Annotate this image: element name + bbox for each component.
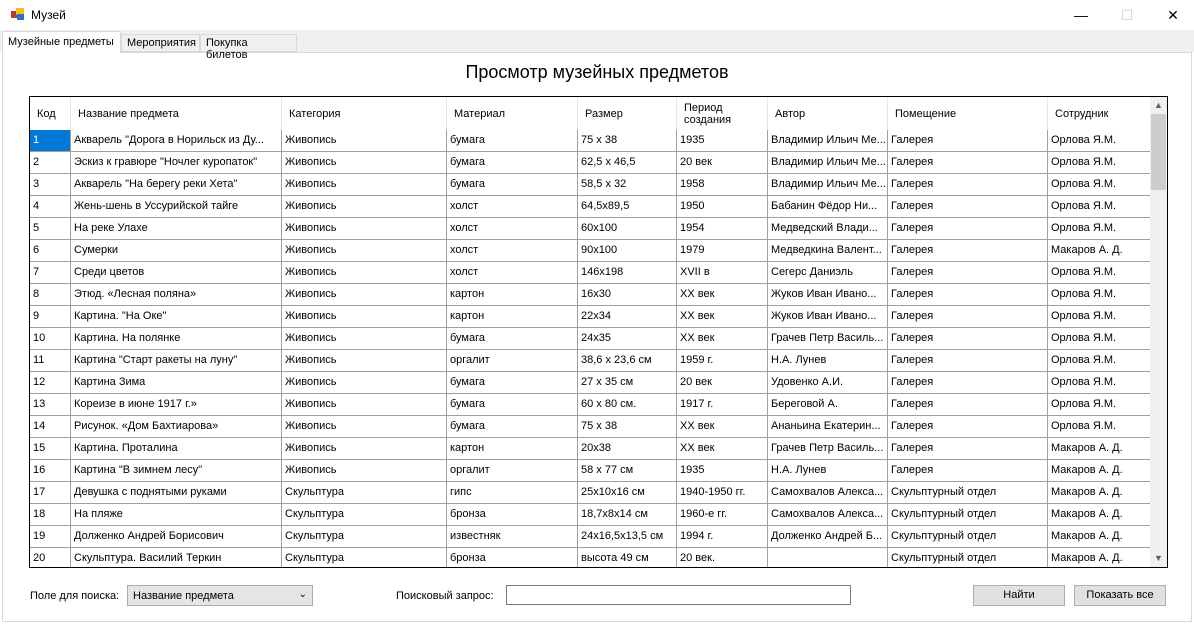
cell-name[interactable]: Картина "Старт ракеты на луну" — [71, 350, 282, 372]
cell-employee[interactable]: Орлова Я.М. — [1048, 394, 1151, 416]
cell-material[interactable]: известняк — [447, 526, 578, 548]
cell-code[interactable]: 16 — [30, 460, 71, 482]
cell-size[interactable]: 60x100 — [578, 218, 677, 240]
cell-author[interactable]: Грачев Петр Василь... — [768, 328, 888, 350]
cell-room[interactable]: Галерея — [888, 152, 1048, 174]
cell-material[interactable]: холст — [447, 240, 578, 262]
cell-employee[interactable]: Орлова Я.М. — [1048, 262, 1151, 284]
tab-ticket-purchase[interactable]: Покупка билетов — [200, 34, 297, 52]
cell-name[interactable]: Жень-шень в Уссурийской тайге — [71, 196, 282, 218]
cell-author[interactable]: Н.А. Лунев — [768, 460, 888, 482]
title-bar — [0, 0, 1194, 30]
cell-period[interactable]: 1959 г. — [677, 350, 768, 372]
cell-room[interactable]: Галерея — [888, 328, 1048, 350]
cell-category[interactable]: Живопись — [282, 174, 447, 196]
cell-size[interactable]: 75 x 38 — [578, 130, 677, 152]
cell-code[interactable]: 10 — [30, 328, 71, 350]
cell-employee[interactable]: Макаров А. Д. — [1048, 526, 1151, 548]
maximize-button[interactable]: ☐ — [1120, 7, 1134, 23]
table-row[interactable] — [30, 460, 1151, 482]
cell-category[interactable]: Живопись — [282, 130, 447, 152]
cell-material[interactable]: гипс — [447, 482, 578, 504]
cell-code[interactable]: 12 — [30, 372, 71, 394]
find-button[interactable]: Найти — [973, 585, 1065, 606]
cell-size[interactable]: 60 x 80 см. — [578, 394, 677, 416]
show-all-button[interactable]: Показать все — [1074, 585, 1166, 606]
cell-code[interactable]: 6 — [30, 240, 71, 262]
cell-room[interactable]: Скульптурный отдел — [888, 548, 1048, 568]
table-row[interactable] — [30, 240, 1151, 262]
cell-material[interactable]: бумага — [447, 130, 578, 152]
cell-size[interactable]: высота 49 см — [578, 548, 677, 568]
items-table[interactable] — [29, 96, 1168, 568]
cell-name[interactable]: Долженко Андрей Борисович — [71, 526, 282, 548]
tab-events[interactable]: Мероприятия — [121, 34, 200, 52]
cell-code[interactable]: 20 — [30, 548, 71, 568]
cell-name[interactable]: Кореизе в июне 1917 г.» — [71, 394, 282, 416]
cell-employee[interactable]: Макаров А. Д. — [1048, 240, 1151, 262]
cell-employee[interactable]: Орлова Я.М. — [1048, 218, 1151, 240]
table-row[interactable] — [30, 196, 1151, 218]
cell-name[interactable]: Картина Зима — [71, 372, 282, 394]
cell-room[interactable]: Галерея — [888, 438, 1048, 460]
cell-category[interactable]: Живопись — [282, 152, 447, 174]
column-header-employee[interactable]: Сотрудник — [1048, 97, 1151, 130]
table-body — [30, 130, 1151, 568]
cell-employee[interactable]: Орлова Я.М. — [1048, 416, 1151, 438]
cell-category[interactable]: Живопись — [282, 438, 447, 460]
table-row[interactable] — [30, 262, 1151, 284]
cell-material[interactable]: холст — [447, 262, 578, 284]
cell-size[interactable]: 22x34 — [578, 306, 677, 328]
cell-code[interactable]: 5 — [30, 218, 71, 240]
cell-employee[interactable]: Орлова Я.М. — [1048, 152, 1151, 174]
column-header-room[interactable]: Помещение — [888, 97, 1048, 130]
cell-size[interactable]: 20x38 — [578, 438, 677, 460]
cell-material[interactable]: холст — [447, 196, 578, 218]
cell-author[interactable]: Владимир Ильич Ме... — [768, 174, 888, 196]
cell-period[interactable]: 1940-1950 гг. — [677, 482, 768, 504]
cell-employee[interactable]: Орлова Я.М. — [1048, 130, 1151, 152]
cell-room[interactable]: Галерея — [888, 416, 1048, 438]
cell-category[interactable]: Скульптура — [282, 504, 447, 526]
cell-employee[interactable]: Орлова Я.М. — [1048, 350, 1151, 372]
cell-name[interactable]: Картина. На полянке — [71, 328, 282, 350]
cell-author[interactable]: Удовенко А.И. — [768, 372, 888, 394]
cell-room[interactable]: Галерея — [888, 460, 1048, 482]
table-row[interactable] — [30, 548, 1151, 568]
cell-room[interactable]: Галерея — [888, 284, 1048, 306]
cell-period[interactable]: XVII в — [677, 262, 768, 284]
cell-name[interactable]: Сумерки — [71, 240, 282, 262]
cell-size[interactable]: 25x10x16 см — [578, 482, 677, 504]
cell-author[interactable] — [768, 548, 888, 568]
cell-size[interactable]: 62,5 x 46,5 — [578, 152, 677, 174]
cell-size[interactable]: 18,7x8x14 см — [578, 504, 677, 526]
cell-category[interactable]: Живопись — [282, 328, 447, 350]
cell-period[interactable]: 1950 — [677, 196, 768, 218]
scroll-up-icon[interactable]: ▲ — [1154, 100, 1163, 110]
cell-category[interactable]: Скульптура — [282, 526, 447, 548]
cell-room[interactable]: Галерея — [888, 306, 1048, 328]
cell-material[interactable]: картон — [447, 306, 578, 328]
chevron-down-icon: ⌄ — [298, 589, 307, 600]
cell-author[interactable]: Ананьина Екатерин... — [768, 416, 888, 438]
column-header-period[interactable]: Период создания — [677, 97, 768, 130]
cell-size[interactable]: 38,6 x 23,6 см — [578, 350, 677, 372]
cell-author[interactable]: Самохвалов Алекса... — [768, 504, 888, 526]
cell-name[interactable]: Картина "В зимнем лесу" — [71, 460, 282, 482]
table-row[interactable] — [30, 526, 1151, 548]
cell-period[interactable]: 1917 г. — [677, 394, 768, 416]
cell-material[interactable]: бумага — [447, 372, 578, 394]
search-query-input[interactable] — [506, 585, 851, 605]
cell-size[interactable]: 58 x 77 см — [578, 460, 677, 482]
search-field-select[interactable] — [127, 585, 313, 606]
cell-author[interactable]: Н.А. Лунев — [768, 350, 888, 372]
cell-period[interactable]: 20 век — [677, 372, 768, 394]
cell-room[interactable]: Скульптурный отдел — [888, 526, 1048, 548]
cell-category[interactable]: Живопись — [282, 372, 447, 394]
cell-material[interactable]: картон — [447, 438, 578, 460]
cell-period[interactable]: 1994 г. — [677, 526, 768, 548]
column-header-category[interactable]: Категория — [282, 97, 447, 130]
cell-material[interactable]: картон — [447, 284, 578, 306]
cell-employee[interactable]: Орлова Я.М. — [1048, 328, 1151, 350]
cell-author[interactable]: Сегерс Даниэль — [768, 262, 888, 284]
cell-code[interactable]: 3 — [30, 174, 71, 196]
column-header-name[interactable]: Название предмета — [71, 97, 282, 130]
cell-room[interactable]: Галерея — [888, 130, 1048, 152]
cell-category[interactable]: Живопись — [282, 240, 447, 262]
cell-period[interactable]: 1954 — [677, 218, 768, 240]
cell-employee[interactable]: Макаров А. Д. — [1048, 548, 1151, 568]
cell-author[interactable]: Самохвалов Алекса... — [768, 482, 888, 504]
cell-room[interactable]: Скульптурный отдел — [888, 504, 1048, 526]
cell-category[interactable]: Живопись — [282, 196, 447, 218]
cell-size[interactable]: 16x30 — [578, 284, 677, 306]
cell-room[interactable]: Скульптурный отдел — [888, 482, 1048, 504]
minimize-button[interactable]: — — [1074, 7, 1088, 23]
table-row[interactable] — [30, 350, 1151, 372]
cell-period[interactable]: 1935 — [677, 130, 768, 152]
cell-employee[interactable]: Орлова Я.М. — [1048, 174, 1151, 196]
cell-name[interactable]: Картина. "На Оке" — [71, 306, 282, 328]
cell-material[interactable]: бумага — [447, 174, 578, 196]
cell-name[interactable]: На пляже — [71, 504, 282, 526]
cell-author[interactable]: Береговой А. — [768, 394, 888, 416]
cell-room[interactable]: Галерея — [888, 174, 1048, 196]
cell-employee[interactable]: Макаров А. Д. — [1048, 504, 1151, 526]
table-row[interactable] — [30, 218, 1151, 240]
cell-employee[interactable]: Орлова Я.М. — [1048, 372, 1151, 394]
cell-period[interactable]: XX век — [677, 284, 768, 306]
close-button[interactable]: ✕ — [1167, 7, 1179, 23]
search-query-label: Поисковый запрос: — [396, 590, 494, 602]
cell-material[interactable]: бумага — [447, 152, 578, 174]
cell-size[interactable]: 64,5x89,5 — [578, 196, 677, 218]
cell-size[interactable]: 146x198 — [578, 262, 677, 284]
cell-category[interactable]: Живопись — [282, 350, 447, 372]
cell-code[interactable]: 1 — [30, 130, 71, 152]
table-row[interactable] — [30, 306, 1151, 328]
cell-category[interactable]: Живопись — [282, 394, 447, 416]
cell-material[interactable]: бумага — [447, 394, 578, 416]
column-header-material[interactable]: Материал — [447, 97, 578, 130]
table-row[interactable] — [30, 416, 1151, 438]
table-row[interactable] — [30, 174, 1151, 196]
cell-period[interactable]: 1958 — [677, 174, 768, 196]
table-row[interactable] — [30, 284, 1151, 306]
cell-author[interactable]: Владимир Ильич Ме... — [768, 130, 888, 152]
page-title: Просмотр музейных предметов — [465, 62, 729, 82]
table-row[interactable] — [30, 328, 1151, 350]
cell-code[interactable]: 17 — [30, 482, 71, 504]
search-field-label: Поле для поиска: — [30, 590, 120, 602]
cell-period[interactable]: XX век — [677, 306, 768, 328]
cell-author[interactable]: Долженко Андрей Б... — [768, 526, 888, 548]
cell-size[interactable]: 90x100 — [578, 240, 677, 262]
cell-code[interactable]: 15 — [30, 438, 71, 460]
cell-size[interactable]: 27 x 35 см — [578, 372, 677, 394]
table-row[interactable] — [30, 152, 1151, 174]
cell-size[interactable]: 75 x 38 — [578, 416, 677, 438]
cell-code[interactable]: 7 — [30, 262, 71, 284]
cell-period[interactable]: 1979 — [677, 240, 768, 262]
cell-size[interactable]: 24x16,5x13,5 см — [578, 526, 677, 548]
column-header-author[interactable]: Автор — [768, 97, 888, 130]
cell-employee[interactable]: Орлова Я.М. — [1048, 284, 1151, 306]
cell-code[interactable]: 2 — [30, 152, 71, 174]
cell-code[interactable]: 8 — [30, 284, 71, 306]
cell-category[interactable]: Живопись — [282, 284, 447, 306]
cell-code[interactable]: 4 — [30, 196, 71, 218]
cell-room[interactable]: Галерея — [888, 218, 1048, 240]
cell-category[interactable]: Живопись — [282, 460, 447, 482]
search-field-value: Название предмета — [133, 590, 234, 602]
cell-code[interactable]: 11 — [30, 350, 71, 372]
column-header-code[interactable]: Код — [30, 97, 71, 130]
cell-name[interactable]: На реке Улахе — [71, 218, 282, 240]
cell-period[interactable]: 1935 — [677, 460, 768, 482]
table-header — [30, 97, 1151, 130]
cell-name[interactable]: Среди цветов — [71, 262, 282, 284]
cell-employee[interactable]: Макаров А. Д. — [1048, 482, 1151, 504]
cell-room[interactable]: Галерея — [888, 240, 1048, 262]
cell-employee[interactable]: Орлова Я.М. — [1048, 306, 1151, 328]
cell-author[interactable]: Владимир Ильич Ме... — [768, 152, 888, 174]
cell-author[interactable]: Медведкина Валент... — [768, 240, 888, 262]
cell-employee[interactable]: Орлова Я.М. — [1048, 196, 1151, 218]
cell-size[interactable]: 58,5 x 32 — [578, 174, 677, 196]
cell-room[interactable]: Галерея — [888, 262, 1048, 284]
cell-category[interactable]: Живопись — [282, 306, 447, 328]
cell-code[interactable]: 14 — [30, 416, 71, 438]
cell-category[interactable]: Живопись — [282, 262, 447, 284]
scroll-down-icon[interactable]: ▼ — [1154, 553, 1163, 563]
cell-name[interactable]: Этюд. «Лесная поляна» — [71, 284, 282, 306]
cell-author[interactable]: Жуков Иван Ивано... — [768, 306, 888, 328]
cell-period[interactable]: XX век — [677, 438, 768, 460]
cell-code[interactable]: 18 — [30, 504, 71, 526]
cell-name[interactable]: Картина. Проталина — [71, 438, 282, 460]
table-row[interactable] — [30, 130, 1151, 152]
cell-code[interactable]: 19 — [30, 526, 71, 548]
cell-size[interactable]: 24x35 — [578, 328, 677, 350]
cell-room[interactable]: Галерея — [888, 196, 1048, 218]
cell-period[interactable]: 1960-е гг. — [677, 504, 768, 526]
cell-name[interactable]: Эскиз к гравюре "Ночлег куропаток" — [71, 152, 282, 174]
cell-category[interactable]: Скульптура — [282, 548, 447, 568]
cell-employee[interactable]: Макаров А. Д. — [1048, 438, 1151, 460]
table-row[interactable] — [30, 394, 1151, 416]
cell-author[interactable]: Медведский Влади... — [768, 218, 888, 240]
cell-period[interactable]: 20 век. — [677, 548, 768, 568]
cell-material[interactable]: оргалит — [447, 460, 578, 482]
cell-material[interactable]: бумага — [447, 416, 578, 438]
cell-name[interactable]: Акварель "На берегу реки Хета" — [71, 174, 282, 196]
cell-author[interactable]: Грачев Петр Василь... — [768, 438, 888, 460]
table-row[interactable] — [30, 438, 1151, 460]
table-row[interactable] — [30, 372, 1151, 394]
cell-category[interactable]: Живопись — [282, 218, 447, 240]
cell-name[interactable]: Рисунок. «Дом Бахтиарова» — [71, 416, 282, 438]
cell-code[interactable]: 13 — [30, 394, 71, 416]
cell-room[interactable]: Галерея — [888, 350, 1048, 372]
cell-name[interactable]: Скульптура. Василий Теркин — [71, 548, 282, 568]
cell-room[interactable]: Галерея — [888, 372, 1048, 394]
cell-code[interactable]: 9 — [30, 306, 71, 328]
cell-period[interactable]: XX век — [677, 328, 768, 350]
cell-category[interactable]: Живопись — [282, 416, 447, 438]
tab-museum-items[interactable]: Музейные предметы — [2, 31, 121, 53]
cell-period[interactable]: 20 век — [677, 152, 768, 174]
column-header-size[interactable]: Размер — [578, 97, 677, 130]
table-row[interactable] — [30, 482, 1151, 504]
vertical-scrollbar[interactable] — [1150, 97, 1167, 567]
cell-employee[interactable]: Макаров А. Д. — [1048, 460, 1151, 482]
cell-category[interactable]: Скульптура — [282, 482, 447, 504]
cell-material[interactable]: оргалит — [447, 350, 578, 372]
cell-author[interactable]: Жуков Иван Ивано... — [768, 284, 888, 306]
cell-material[interactable]: холст — [447, 218, 578, 240]
cell-author[interactable]: Бабанин Фёдор Ни... — [768, 196, 888, 218]
cell-name[interactable]: Акварель "Дорога в Норильск из Ду... — [71, 130, 282, 152]
table-row[interactable] — [30, 504, 1151, 526]
cell-material[interactable]: бронза — [447, 548, 578, 568]
cell-material[interactable]: бронза — [447, 504, 578, 526]
cell-name[interactable]: Девушка с поднятыми руками — [71, 482, 282, 504]
cell-period[interactable]: XX век — [677, 416, 768, 438]
scroll-thumb[interactable] — [1151, 114, 1166, 190]
cell-room[interactable]: Галерея — [888, 394, 1048, 416]
app-icon — [11, 8, 25, 21]
cell-material[interactable]: бумага — [447, 328, 578, 350]
window-title: Музей — [31, 8, 66, 22]
